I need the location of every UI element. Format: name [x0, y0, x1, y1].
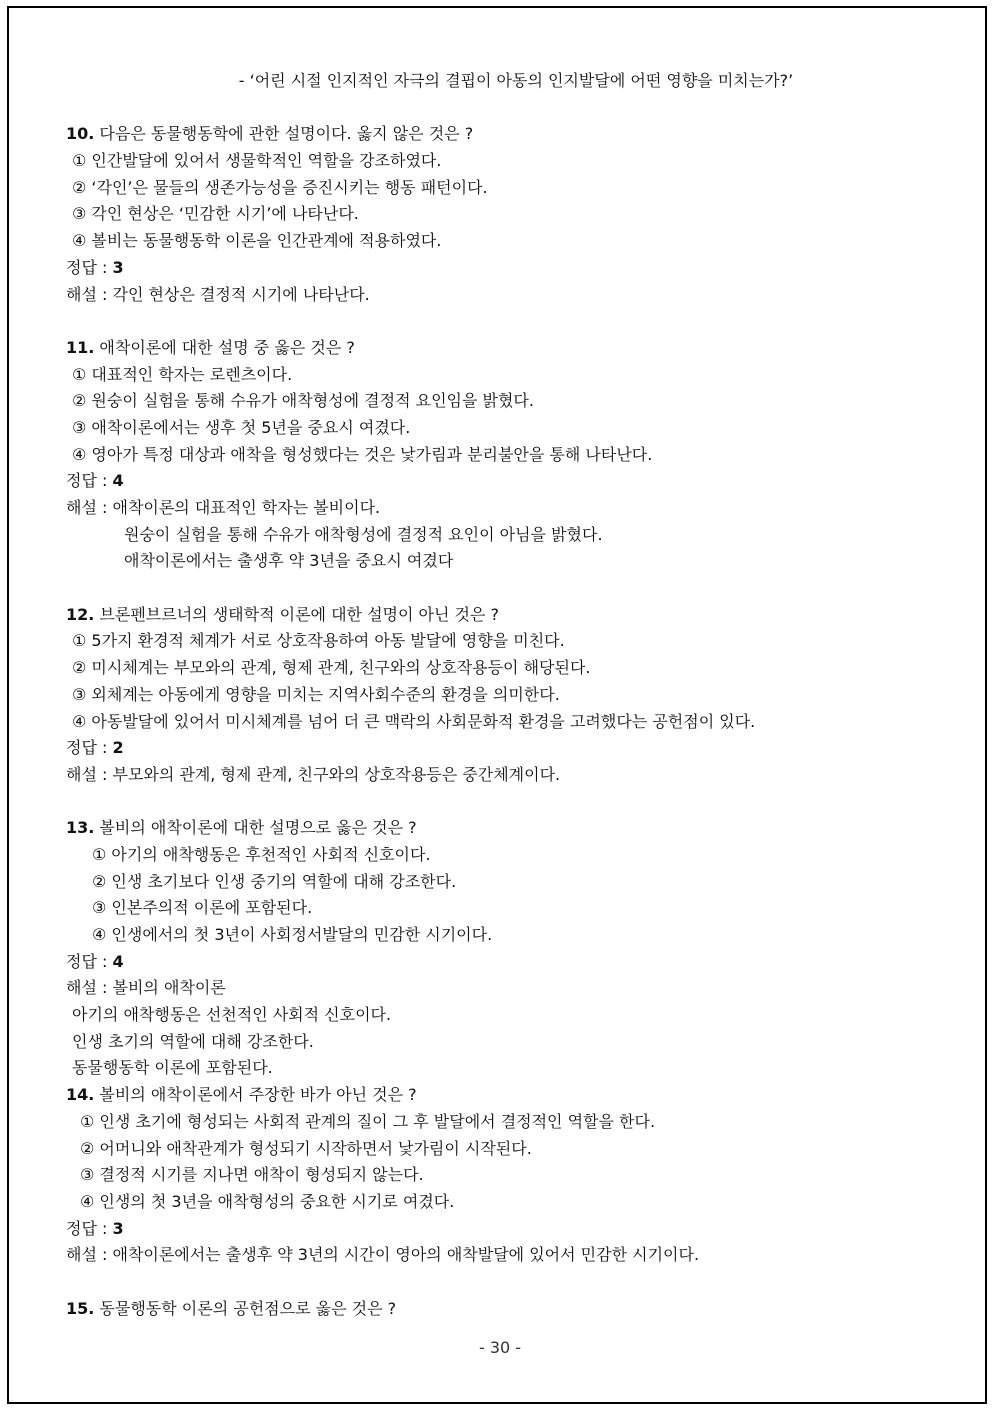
option: ④ 인생의 첫 3년을 애착형성의 중요한 시기로 여겼다. [80, 1191, 455, 1211]
answer-label: 정답 : [66, 1218, 113, 1238]
explanation-line [66, 975, 966, 1002]
answer-label: 정답 : [66, 951, 113, 971]
question-text: 볼비의 애착이론에서 주장한 바가 아닌 것은 ? [94, 1085, 417, 1105]
explanation-text: 애착이론에서는 출생후 약 3년을 중요시 여겼다 [124, 551, 454, 571]
question-13-title [66, 815, 966, 842]
answer-line [66, 468, 966, 495]
option: ② 원숭이 실험을 통해 수유가 애착형성에 결정적 요인임을 밝혔다. [72, 391, 534, 411]
explanation-text: 동물행동학 이론에 포함된다. [72, 1058, 273, 1078]
option: ② 인생 초기보다 인생 중기의 역할에 대해 강조한다. [92, 871, 457, 891]
option: ④ 아동발달에 있어서 미시체계를 넘어 더 큰 맥락의 사회문화적 환경을 고려했다는 공헌점이 있다. [72, 711, 756, 731]
explanation-line [66, 495, 966, 522]
option: ① 5가지 환경적 체계가 서로 상호작용하여 아동 발달에 영향을 미친다. [72, 631, 565, 651]
explanation-text: 아기의 애착행동은 선천적인 사회적 신호이다. [72, 1005, 392, 1025]
question-14-title [66, 1082, 966, 1109]
option: ① 인생 초기에 형성되는 사회적 관계의 질이 그 후 발달에서 결정적인 역할을 한다. [80, 1111, 656, 1131]
answer-line [66, 255, 966, 282]
question-10-title [66, 121, 966, 148]
explanation-label: 해설 : [66, 978, 113, 998]
option: ③ 인본주의적 이론에 포함된다. [92, 898, 313, 918]
question-11-title [66, 335, 966, 362]
answer-label: 정답 : [66, 257, 113, 277]
answer-label: 정답 : [66, 471, 113, 491]
option: ① 대표적인 학자는 로렌츠이다. [72, 364, 293, 384]
answer-value: 4 [112, 951, 124, 971]
question-text: 볼비의 애착이론에 대한 설명으로 옳은 것은 ? [94, 818, 417, 838]
question-number: 10. [66, 124, 95, 144]
question-text: 동물행동학 이론의 공헌점으로 옳은 것은 ? [94, 1298, 397, 1318]
option: ② 어머니와 애착관계가 형성되기 시작하면서 낯가림이 시작된다. [80, 1138, 532, 1158]
question-text: 다음은 동물행동학에 관한 설명이다. 옳지 않은 것은 ? [94, 124, 474, 144]
explanation-line [66, 1242, 966, 1269]
answer-value: 4 [112, 471, 124, 491]
question-number: 13. [66, 818, 95, 838]
answer-value: 3 [112, 1218, 124, 1238]
option: ② ‘각인’은 물들의 생존가능성을 증진시키는 행동 패턴이다. [72, 177, 488, 197]
explanation-label: 해설 : [66, 764, 113, 784]
answer-line [66, 949, 966, 976]
explanation-text: 각인 현상은 결정적 시기에 나타난다. [112, 284, 370, 304]
question-number: 15. [66, 1298, 95, 1318]
document-body [66, 68, 966, 1322]
question-15-title [66, 1296, 966, 1323]
explanation-label: 해설 : [66, 284, 113, 304]
intro-line: - ‘어린 시절 인지적인 자극의 결핍이 아동의 인지발달에 어떤 영향을 미치는가?’ [238, 71, 794, 90]
explanation-text: 인생 초기의 역할에 대해 강조한다. [72, 1031, 314, 1051]
option: ③ 결정적 시기를 지나면 애착이 형성되지 않는다. [80, 1165, 424, 1185]
question-12-title [66, 602, 966, 629]
answer-line [66, 735, 966, 762]
question-number: 14. [66, 1085, 95, 1105]
explanation-text: 애착이론의 대표적인 학자는 볼비이다. [112, 498, 381, 517]
explanation-label: 해설 : [66, 498, 113, 517]
explanation-line [66, 762, 966, 789]
option: ① 인간발달에 있어서 생물학적인 역할을 강조하였다. [72, 151, 442, 171]
question-text: 애착이론에 대한 설명 중 옳은 것은 ? [94, 337, 355, 357]
explanation-text: 원숭이 실험을 통해 수유가 애착형성에 결정적 요인이 아님을 밝혔다. [124, 524, 603, 544]
option: ③ 외체계는 아동에게 영향을 미치는 지역사회수준의 환경을 의미한다. [72, 684, 560, 704]
answer-label: 정답 : [66, 738, 113, 758]
answer-value: 2 [112, 738, 124, 758]
explanation-text: 부모와의 관계, 형제 관계, 친구와의 상호작용등은 중간체계이다. [112, 764, 561, 784]
option: ④ 인생에서의 첫 3년이 사회정서발달의 민감한 시기이다. [92, 925, 493, 944]
option: ④ 영아가 특정 대상과 애착을 형성했다는 것은 낯가림과 분리불안을 통해 나타난다. [72, 444, 653, 464]
option: ① 아기의 애착행동은 후천적인 사회적 신호이다. [92, 844, 431, 864]
question-number: 12. [66, 604, 95, 624]
answer-line [66, 1216, 966, 1243]
page-number: - 30 - [478, 1338, 522, 1357]
explanation-text: 애착이론에서는 출생후 약 3년의 시간이 영아의 애착발달에 있어서 민감한 시기이다. [112, 1245, 700, 1265]
option: ③ 각인 현상은 ‘민감한 시기’에 나타난다. [72, 204, 359, 224]
option: ③ 애착이론에서는 생후 첫 5년을 중요시 여겼다. [72, 417, 411, 437]
explanation-text: 볼비의 애착이론 [112, 978, 226, 998]
option: ④ 볼비는 동물행동학 이론을 인간관계에 적용하였다. [72, 231, 442, 251]
answer-value: 3 [112, 257, 124, 277]
explanation-line [66, 282, 966, 309]
explanation-label: 해설 : [66, 1245, 113, 1265]
question-number: 11. [66, 337, 95, 357]
option: ② 미시체계는 부모와의 관계, 형제 관계, 친구와의 상호작용등이 해당된다. [72, 658, 591, 678]
question-text: 브론펜브르너의 생태학적 이론에 대한 설명이 아닌 것은 ? [94, 604, 500, 624]
